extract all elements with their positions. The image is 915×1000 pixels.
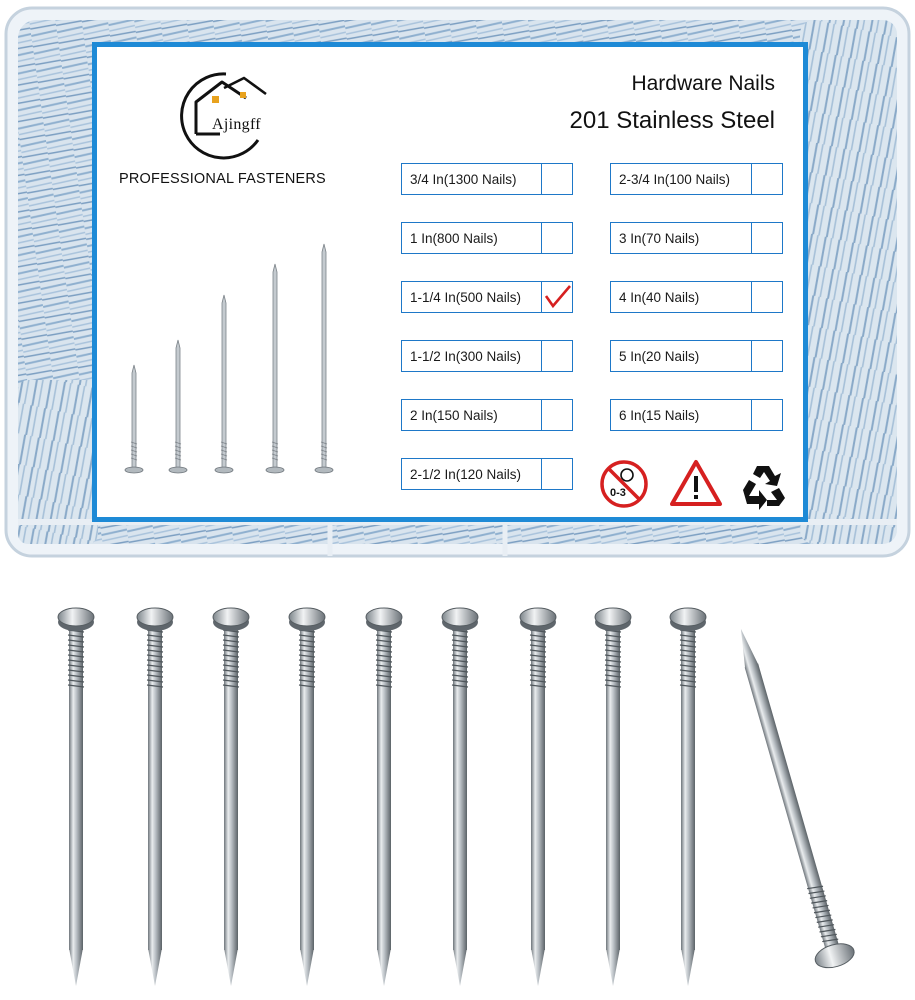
large-nail bbox=[670, 608, 706, 986]
large-nail bbox=[213, 608, 249, 986]
no-small-children-icon bbox=[598, 458, 650, 510]
brand-name: Ajingff bbox=[212, 116, 261, 133]
loose-nails-display bbox=[0, 560, 915, 1000]
size-checkbox bbox=[541, 400, 572, 430]
large-nail bbox=[366, 608, 402, 986]
size-option-label: 2-1/2 In(120 Nails) bbox=[410, 466, 522, 482]
large-nail bbox=[595, 608, 631, 986]
warning-triangle-icon bbox=[668, 458, 724, 510]
size-checkbox bbox=[751, 282, 782, 312]
tilted-nail bbox=[722, 623, 857, 971]
diagram-nail bbox=[315, 244, 333, 473]
size-checkbox bbox=[541, 341, 572, 371]
size-checkbox bbox=[751, 164, 782, 194]
size-checkbox bbox=[751, 223, 782, 253]
size-option bbox=[610, 222, 783, 254]
nail-size-diagram bbox=[110, 240, 350, 480]
size-option bbox=[401, 281, 573, 313]
large-nail bbox=[520, 608, 556, 986]
size-option-label: 3 In(70 Nails) bbox=[619, 230, 700, 246]
diagram-nail bbox=[215, 295, 233, 473]
size-option bbox=[401, 340, 573, 372]
size-checkbox-checked bbox=[541, 282, 572, 312]
size-option-label: 4 In(40 Nails) bbox=[619, 289, 700, 305]
size-option-label: 2 In(150 Nails) bbox=[410, 407, 498, 423]
size-option bbox=[610, 163, 783, 195]
size-checkbox bbox=[541, 459, 572, 489]
size-checkbox bbox=[541, 164, 572, 194]
large-nail bbox=[289, 608, 325, 986]
size-option bbox=[610, 399, 783, 431]
product-subtitle: 201 Stainless Steel bbox=[569, 107, 775, 134]
large-nail bbox=[137, 608, 173, 986]
size-option-label: 6 In(15 Nails) bbox=[619, 407, 700, 423]
age-label: 0-3 bbox=[610, 487, 626, 499]
size-option bbox=[401, 458, 573, 490]
size-checkbox bbox=[541, 223, 572, 253]
brand-tagline: PROFESSIONAL FASTENERS bbox=[119, 171, 326, 187]
diagram-nail bbox=[266, 264, 284, 473]
large-nail bbox=[58, 608, 94, 986]
size-option bbox=[401, 163, 573, 195]
diagram-nail bbox=[125, 365, 143, 473]
product-title: Hardware Nails bbox=[631, 72, 775, 95]
size-option-label: 1-1/2 In(300 Nails) bbox=[410, 348, 522, 364]
size-option-label: 1 In(800 Nails) bbox=[410, 230, 498, 246]
house-logo-icon bbox=[166, 68, 276, 160]
size-option bbox=[610, 340, 783, 372]
size-option bbox=[610, 281, 783, 313]
size-option-label: 1-1/4 In(500 Nails) bbox=[410, 289, 522, 305]
checkmark-icon bbox=[542, 282, 573, 311]
size-option-label: 2-3/4 In(100 Nails) bbox=[619, 171, 731, 187]
size-checkbox bbox=[751, 341, 782, 371]
size-option bbox=[401, 399, 573, 431]
recycle-icon bbox=[737, 460, 789, 512]
diagram-nail bbox=[169, 340, 187, 473]
size-option-label: 5 In(20 Nails) bbox=[619, 348, 700, 364]
large-nail bbox=[442, 608, 478, 986]
size-option-label: 3/4 In(1300 Nails) bbox=[410, 171, 517, 187]
size-option bbox=[401, 222, 573, 254]
size-checkbox bbox=[751, 400, 782, 430]
